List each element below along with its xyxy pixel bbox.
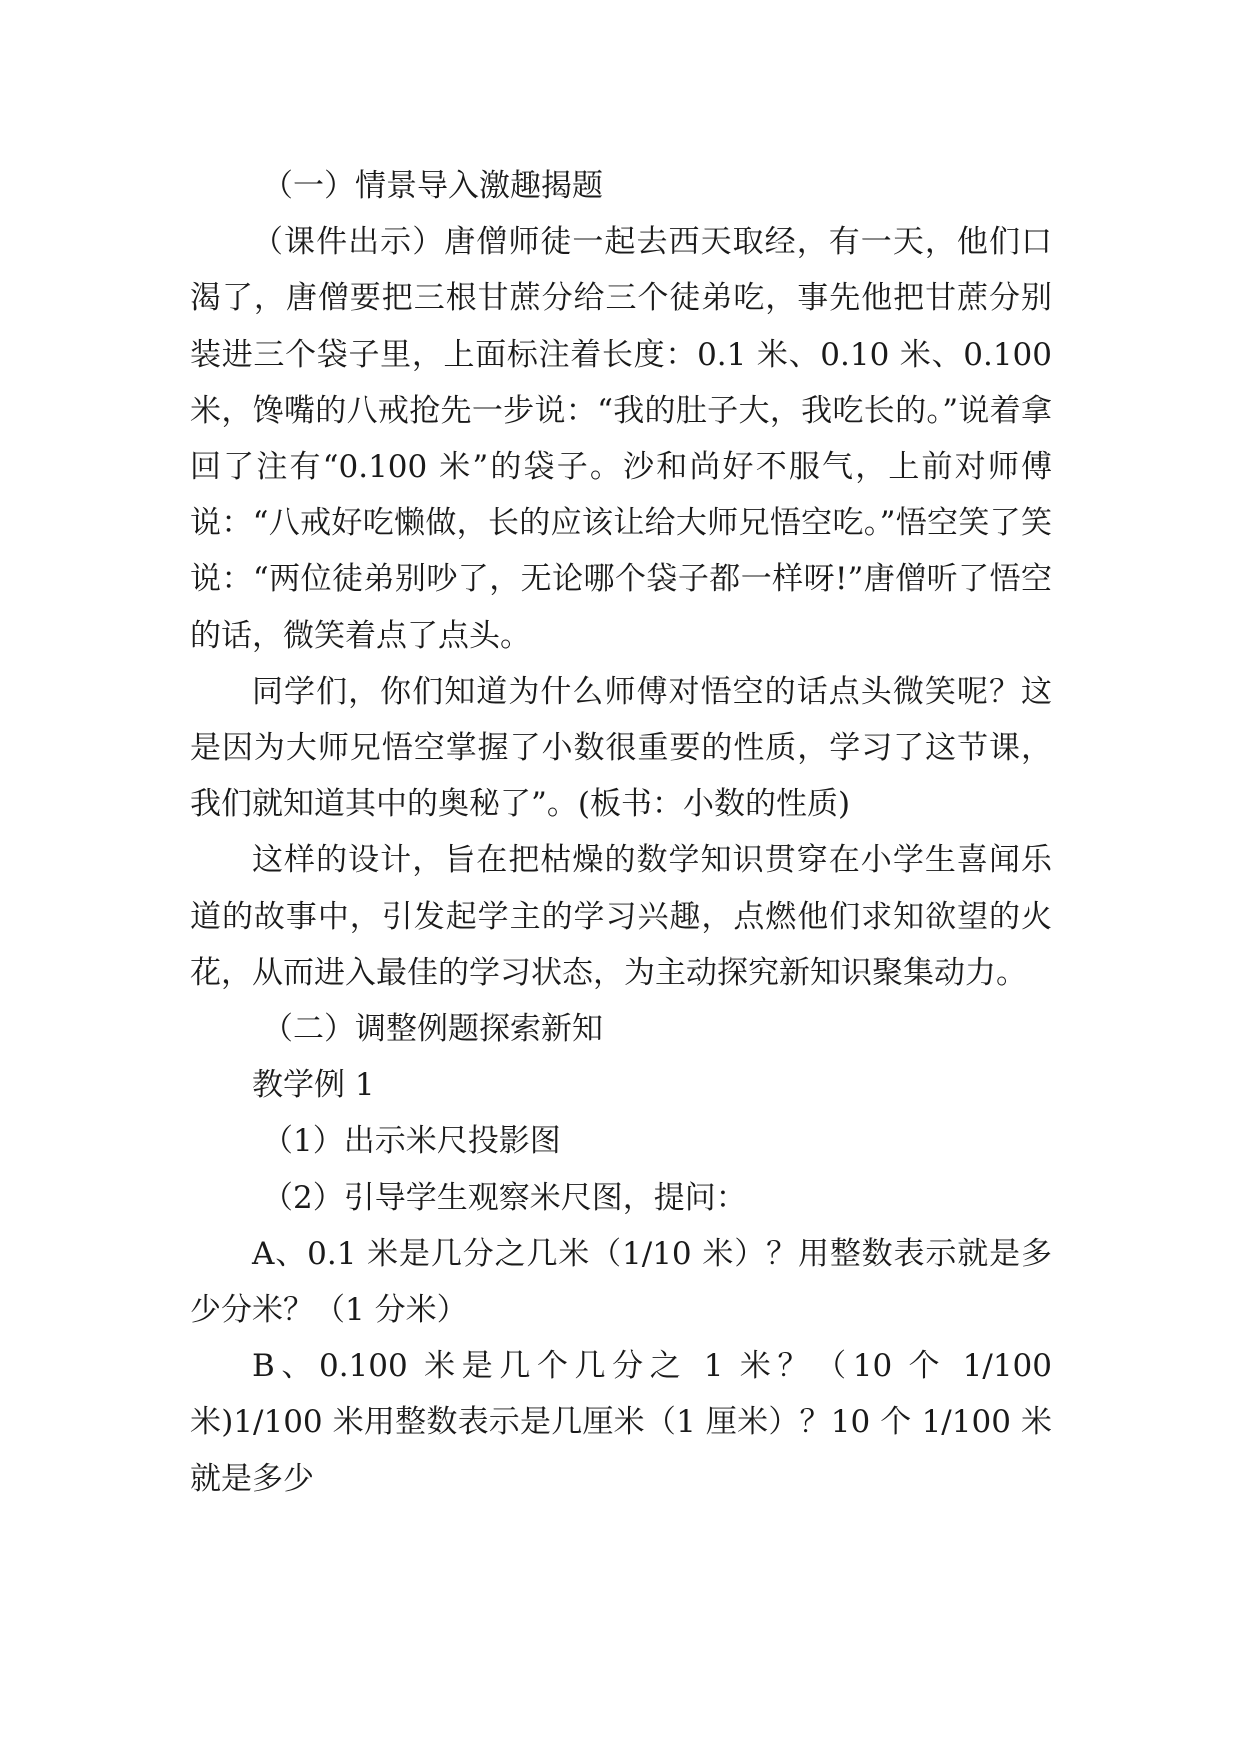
step-1: （1）出示米尺投影图 (262, 1123, 561, 1160)
section-heading-2: （二）调整例题探索新知 (262, 1011, 603, 1048)
design-rationale-paragraph: 这样的设计，旨在把枯燥的数学知识贯穿在小学生喜闻乐道的故事中，引发起学主的学习兴趣，点燃他们求知欲望的火花，从而进入最佳的学习状态，为主动探究新知识聚集动力。 (190, 842, 1052, 991)
section-heading-1: （一）情景导入激趣揭题 (262, 168, 603, 204)
story-paragraph: （课件出示）唐僧师徒一起去西天取经，有一天，他们口渴了，唐僧要把三根甘蔗分给三个徒弟吃，事先他把甘蔗分别装进三个袋子里，上面标注着长度：0.1 米、0.10 米、0.100 米，馋嘴的八戒抢先一步说：“我的肚子大，我吃长的。”说着拿回了注有“0.100 米”的袋子。沙和尚好不服气，上前对师傅说：“八戒好吃懒做，长的应该让给大师兄悟空吃。”悟空笑了笑说：“两位徒弟别吵了，无论哪个袋子都一样呀!”唐僧听了悟空的话，微笑着点了点头。 (190, 224, 1052, 654)
question-b: B、0.100 米是几个几分之 1 米？（10 个 1/100 米)1/100 米用整数表示是几厘米（1 厘米）？10 个 1/100 米就是多少 (190, 1348, 1052, 1497)
question-a: A、0.1 米是几分之几米（1/10 米）？用整数表示就是多少分米？（1 分米） (190, 1235, 1052, 1329)
question-paragraph: 同学们，你们知道为什么师傅对悟空的话点头微笑呢？这是因为大师兄悟空掌握了小数很重要的性质，学习了这节课，我们就知道其中的奥秘了”。(板书：小数的性质) (190, 673, 1052, 823)
example-title: 教学例 1 (252, 1067, 375, 1104)
document-body (190, 158, 1052, 1507)
step-2: （2）引导学生观察米尺图，提问： (262, 1179, 747, 1216)
